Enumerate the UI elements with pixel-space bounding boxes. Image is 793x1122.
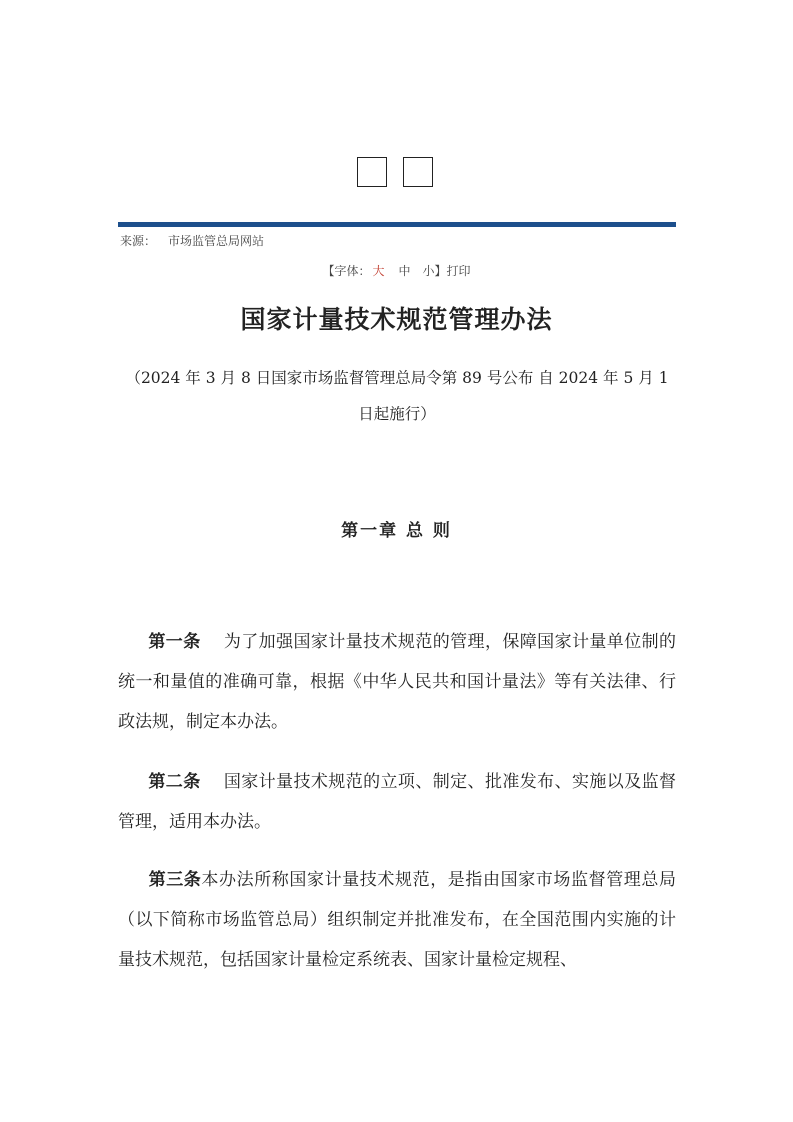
missing-glyph-boxes [357,157,433,187]
document-subtitle: （2024 年 3 月 8 日国家市场监督管理总局令第 89 号公布 自 2024 年 5 月 1 日起施行） [125,369,669,423]
header-rule [118,222,676,227]
article-text: 本办法所称国家计量技术规范，是指由国家市场监督管理总局（以下简称市场监管总局）组织制定并批准发布，在全国范围内实施的计量技术规范，包括国家计量检定系统表、国家计量检定规程、 [118,870,677,970]
font-size-bar [0,262,793,279]
print-link[interactable]: 打印 [446,264,471,278]
article-1 [118,622,676,742]
article-text: 国家计量技术规范的立项、制定、批准发布、实施以及监督管理，适用本办法。 [118,772,677,832]
source-label: 来源： [120,234,157,248]
article-text: 为了加强国家计量技术规范的管理，保障国家计量单位制的统一和量值的准确可靠，根据《中华人民共和国计量法》等有关法律、行政法规，制定本办法。 [118,632,677,732]
font-bar-open: 【字体： [322,264,371,278]
source-line [120,232,264,249]
missing-glyph-icon [357,157,387,187]
article-number: 第一条 [148,632,201,652]
source-value: 市场监管总局网站 [168,234,265,248]
font-size-large-link[interactable]: 大 [372,264,385,278]
missing-glyph-icon [403,157,433,187]
article-3 [118,860,676,980]
font-bar-close: 】 [434,264,447,278]
article-2 [118,762,676,842]
font-size-small-link[interactable]: 小 [422,264,435,278]
document-title: 国家计量技术规范管理办法 [240,305,553,334]
font-size-medium-link[interactable]: 中 [398,264,411,278]
article-number: 第三条 [148,870,202,890]
article-number: 第二条 [148,772,201,792]
chapter-heading: 第一章 总 则 [341,521,452,541]
